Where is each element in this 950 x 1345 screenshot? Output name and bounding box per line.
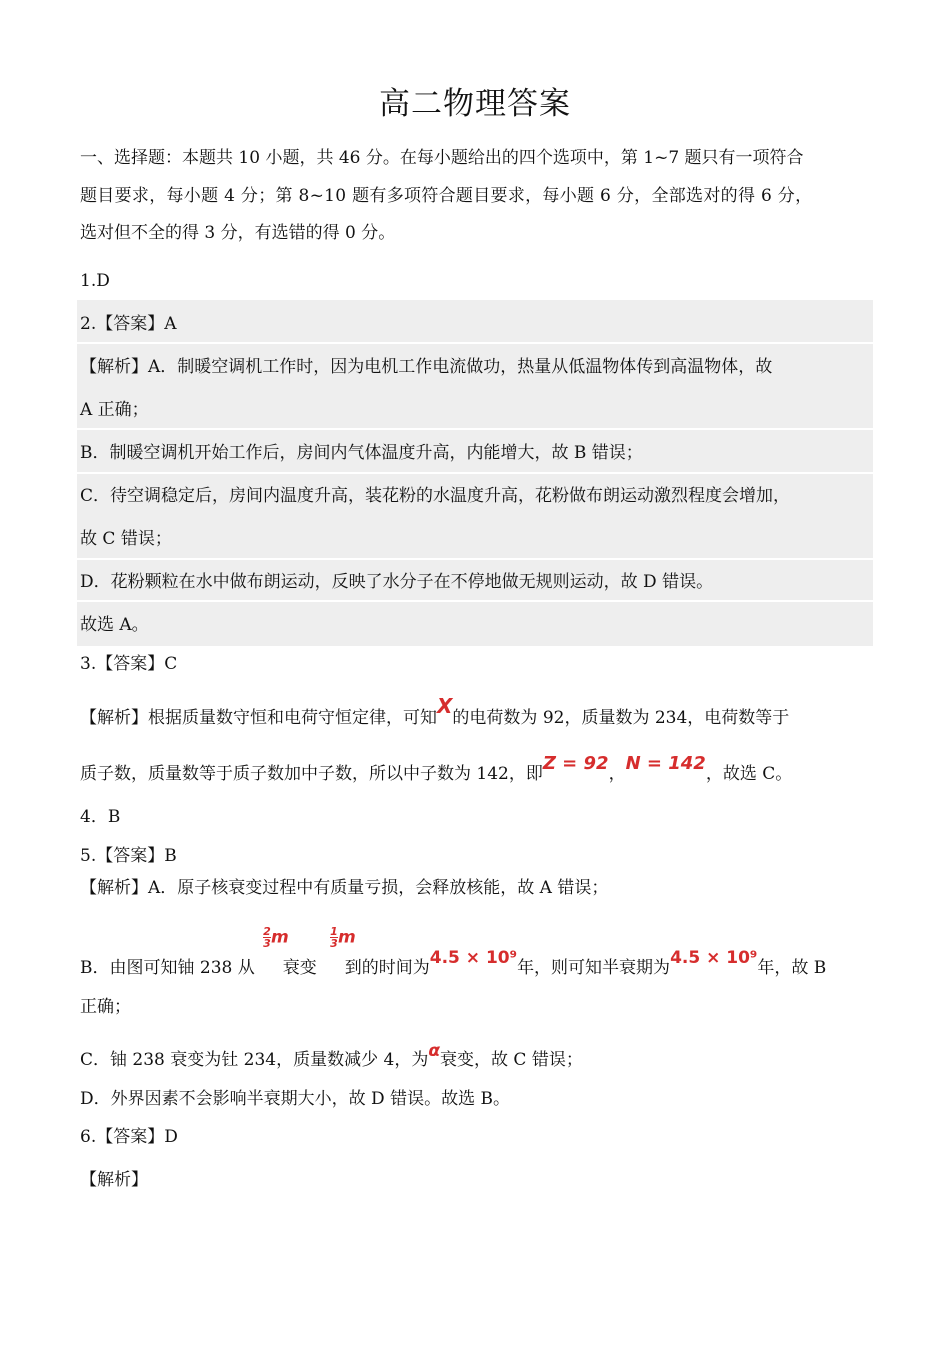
q2-analysis-a-2: A 正确；: [80, 400, 149, 420]
frac1-m: m: [271, 927, 289, 948]
q3-text-2b: ，故选 C。: [705, 764, 793, 784]
q2-analysis-d: D．花粉颗粒在水中做布朗运动，反映了水分子在不停地做无规则运动，故 D 错误。: [80, 572, 714, 592]
shade-q2-conclusion: [77, 602, 873, 646]
q5-b-text-mid1: 衰变: [282, 958, 317, 978]
q2-analysis-c-1: C．待空调稳定后，房间内温度升高，装花粉的水温度升高，花粉做布朗运动激烈程度会增加，: [80, 486, 791, 506]
q3-answer: 3.【答案】C: [80, 654, 178, 674]
q5-analysis-c: [80, 1041, 583, 1071]
q3-z-formula: Z = 92: [542, 753, 609, 774]
frac2-m: m: [338, 927, 356, 948]
q5-time-1: 4.5 × 10⁹: [429, 948, 518, 968]
q5-b-text-mid2: 到的时间为: [344, 958, 430, 978]
shade-q2-answer: [77, 300, 873, 342]
q5-analysis-d: D．外界因素不会影响半衰期大小，故 D 错误。故选 B。: [80, 1089, 510, 1109]
frac2-denominator: 3: [330, 937, 338, 950]
q3-x-symbol: X: [437, 694, 453, 718]
page-title: 高二物理答案: [379, 86, 571, 122]
q6-analysis: 【解析】: [80, 1170, 148, 1190]
q5-b-text-pre: B．由图可知铀 238 从: [80, 958, 255, 978]
q3-text-1a: 【解析】根据质量数守恒和电荷守恒定律，可知: [80, 708, 437, 728]
q3-analysis-1: [80, 694, 790, 729]
q5-analysis-b-2: 正确；: [80, 997, 131, 1017]
q3-n-formula: N = 142: [625, 753, 706, 774]
frac1-numerator: 2: [263, 925, 271, 938]
frac2-numerator: 1: [330, 925, 338, 938]
q2-conclusion: 故选 A。: [80, 615, 149, 635]
frac1-denominator: 3: [263, 937, 271, 950]
q3-text-1b: 的电荷数为 92，质量数为 234，电荷数等于: [452, 708, 790, 728]
q5-time-2: 4.5 × 10⁹: [670, 948, 758, 968]
q5-fraction-one-third: [330, 926, 356, 949]
q5-b-text-mid3: 年，则可知半衰期为: [517, 958, 671, 978]
q2-analysis-c-2: 故 C 错误；: [80, 529, 172, 549]
q5-analysis-a: 【解析】A．原子核衰变过程中有质量亏损，会释放核能，故 A 错误；: [80, 878, 609, 898]
q6-answer: 6.【答案】D: [80, 1127, 178, 1147]
q3-text-2a: 质子数，质量数等于质子数加中子数，所以中子数为 142，即: [80, 764, 543, 784]
q5-analysis-b-1: [80, 948, 827, 979]
q1-answer: 1.D: [80, 271, 110, 291]
intro-line-2: 题目要求，每小题 4 分；第 8~10 题有多项符合题目要求，每小题 6 分，全部选对的得 6 分，: [80, 186, 813, 206]
q5-c-text-end: 衰变，故 C 错误；: [440, 1050, 583, 1070]
q4-answer: 4．B: [80, 807, 121, 827]
q2-analysis-a-1: 【解析】A．制暖空调机工作时，因为电机工作电流做功，热量从低温物体传到高温物体，故: [80, 357, 773, 377]
q3-comma: ，: [608, 764, 626, 784]
q5-c-text-pre: C．铀 238 衰变为钍 234，质量数减少 4，为: [80, 1050, 429, 1070]
q5-b-text-end: 年，故 B: [757, 958, 827, 978]
q5-answer: 5.【答案】B: [80, 846, 177, 866]
q2-analysis-b: B．制暖空调机开始工作后，房间内气体温度升高，内能增大，故 B 错误；: [80, 443, 643, 463]
intro-line-3: 选对但不全的得 3 分，有选错的得 0 分。: [80, 223, 396, 243]
q3-analysis-2: [80, 753, 793, 785]
q2-answer: 2.【答案】A: [80, 314, 177, 334]
intro-line-1: 一、选择题：本题共 10 小题，共 46 分。在每小题给出的四个选项中，第 1~7 题只有一项符合: [80, 148, 804, 168]
q5-alpha-symbol: α: [428, 1041, 441, 1061]
q5-fraction-two-thirds: [263, 926, 289, 949]
